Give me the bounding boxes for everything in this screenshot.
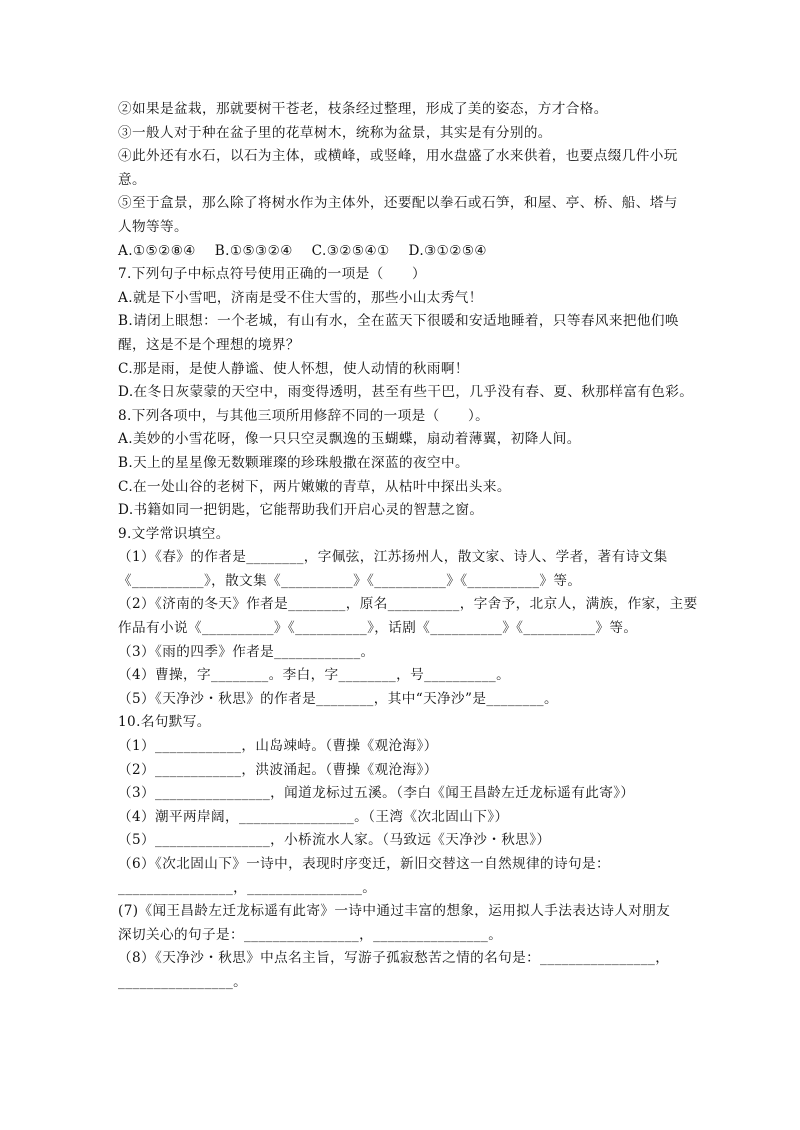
option-c: C.那是雨，是使人静谧、使人怀想，使人动情的秋雨啊！ xyxy=(118,360,469,377)
option-d: D.在冬日灰蒙蒙的天空中，雨变得透明，甚至有些干巴，几乎没有春、夏、秋那样富有色彩。 xyxy=(118,384,694,401)
option-b: B.请闭上眼想：一个老城，有山有水，全在蓝天下很暖和安适地睡着，只等春风来把他们唤 xyxy=(118,313,679,330)
text-line: ⑤至于盒景，那么除了将树水作为主体外，还要配以拳石或石笋，和屋、亭、桥、船、塔与 xyxy=(118,195,678,212)
fill-blank-line: （6）《次北固山下》一诗中，表现时序变迁，新旧交替这一自然规律的诗句是： xyxy=(118,856,611,872)
fill-blank-line: （5）________________，小桥流水人家。（马致远《天净沙・秋思》） xyxy=(118,832,551,849)
option-c: C.在一处山谷的老树下，两片嫩嫩的青草，从枯叶中探出头来。 xyxy=(118,478,511,495)
text-line: 醒，这是不是个理想的境界？ xyxy=(118,336,300,353)
fill-blank-line: （4）潮平两岸阔，________________。（王湾《次北固山下》） xyxy=(118,808,509,825)
fill-blank-line: （8）《天净沙・秋思》中点名主旨，写游子孤寂愁苦之情的名句是：________________， xyxy=(118,950,670,967)
question-7: 7.下列句子中标点符号使用正确的一项是（ ） xyxy=(118,266,426,283)
fill-blank-line: （5）《天净沙・秋思》的作者是________，其中“天净沙”是________。 xyxy=(118,690,558,707)
fill-blank-line: （1）《春》的作者是________，字佩弦，江苏扬州人，散文家、诗人、学者，著有诗文集 xyxy=(118,549,668,566)
option-b: B.天上的星星像无数颗璀璨的珍珠般撒在深蓝的夜空中。 xyxy=(118,454,469,471)
fill-blank-line: （4）曹操，字________。李白，字________，号__________。 xyxy=(118,667,511,684)
fill-blank-line: （3）________________，闻道龙标过五溪。（李白《闻王昌龄左迁龙标遥有此寄》） xyxy=(118,785,635,802)
text-line: ③一般人对于种在盆子里的花草树木，统称为盆景，其实是有分别的。 xyxy=(118,124,552,141)
question-8: 8.下列各项中，与其他三项所用修辞不同的一项是（ ）。 xyxy=(118,407,490,424)
text-line: 人物等等。 xyxy=(118,218,188,235)
fill-blank-line: (7)《闻王昌龄左迁龙标遥有此寄》一诗中通过丰富的想象，运用拟人手法表达诗人对朋友 xyxy=(118,903,671,920)
option-a: A.就是下小雪吧，济南是受不住大雪的，那些小山太秀气！ xyxy=(118,289,483,306)
fill-blank-line: 作品有小说《__________》《__________》，话剧《__________》《__________》等。 xyxy=(118,620,638,637)
option-d: D.书籍如同一把钥匙，它能帮助我们开启心灵的智慧之窗。 xyxy=(118,502,484,519)
text-line: 意。 xyxy=(118,171,146,188)
fill-blank-line: （2）____________，洪波涌起。（曹操《观沧海》） xyxy=(118,761,438,778)
text-line: ④此外还有水石，以石为主体，或横峰，或竖峰，用水盘盛了水来供着，也要点缀几件小玩 xyxy=(118,148,678,165)
document-page xyxy=(118,98,698,995)
question-9: 9.文学常识填空。 xyxy=(118,525,230,542)
fill-blank-line: （2）《济南的冬天》作者是________，原名__________，字舍予，北京人，满族，作家，主要 xyxy=(118,596,698,613)
fill-blank-line: ________________。 xyxy=(118,973,248,990)
fill-blank-line: ________________，________________。 xyxy=(118,879,377,896)
answer-options: A.①⑤②⑧④ B.①⑤③②④ C.③②⑤④① D.③①②⑤④ xyxy=(118,242,488,259)
question-10: 10.名句默写。 xyxy=(118,714,211,731)
text-line: ②如果是盆栽，那就要树干苍老，枝条经过整理，形成了美的姿态，方才合格。 xyxy=(118,101,608,117)
fill-blank-line: 《__________》，散文集《__________》《__________》《__________》等。 xyxy=(118,572,582,589)
fill-blank-line: （3）《雨的四季》作者是____________。 xyxy=(118,643,375,660)
fill-blank-line: 深切关心的句子是：________________，________________。 xyxy=(118,926,503,943)
fill-blank-line: （1）____________，山岛竦峙。（曹操《观沧海》） xyxy=(118,738,438,755)
option-a: A.美妙的小雪花呀，像一只只空灵飘逸的玉蝴蝶，扇动着薄翼，初降人间。 xyxy=(118,431,581,448)
